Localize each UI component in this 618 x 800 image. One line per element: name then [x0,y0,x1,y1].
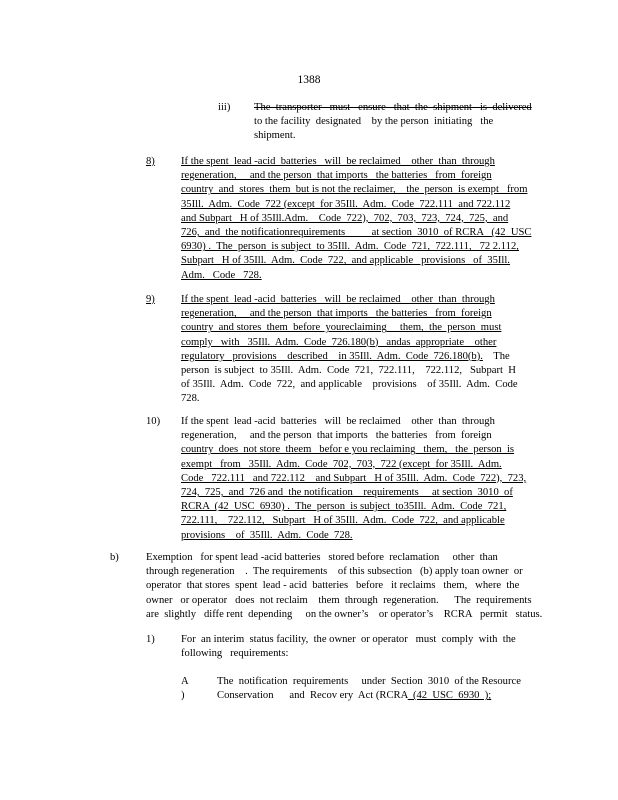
item-10-line-6: 724, 725, and 726 and the notification requirements at section 3010 of [181,487,513,499]
item-8-line-2: regeneration, and the person that imports the batteries from foreign [181,170,492,182]
item-iii-line-2: to the facility designated by the person initiating the [254,116,494,128]
item-9-line-6: person is subject to 35Ill. Adm. Code 721, 722.111, 722.112, Subpart H [181,365,516,377]
item-iii-line-3: shipment. [254,130,296,142]
item-8-line-3: country and stores them but is not the reclaimer, the person is exempt from [181,184,528,196]
item-b-line-5: are slightly diffe rent depending on the owner’s or operator’s RCRA permit status. [146,608,543,620]
item-9-line-5-underlined: regulatory provisions described in 35Ill. Adm. Code 726.180(b). [181,350,483,362]
item-10-label: 10) [146,416,161,427]
item-9-line-2: regeneration, and the person that imports the batteries from foreign [181,308,492,320]
item-8-line-7: 6930) . The person is subject to 35Ill. Adm. Code 721, 722.111, 72 2.112, [181,241,519,253]
item-10-line-3: country does not store theem befor e you reclaiming them, the person is [181,444,515,456]
item-8-line-4: 35Ill. Adm. Code 722 (except for 35Ill. Adm. Code 722.111 and 722.112 [181,198,511,210]
item-8-line-6: 726, and the notificationrequirements at section 3010 of RCRA (42 USC [181,227,532,239]
item-A-line-2 [217,689,537,703]
item-9-line-5 [181,350,537,364]
item-8-line-5: and Subpart H of 35Ill.Adm. Code 722), 702, 703, 723, 724, 725, and [181,212,509,224]
item-b-line-2: through regeneration . The requirements of this subsection (b) apply toan owner or [146,566,523,578]
page-number: 1388 [297,74,321,86]
item-1-line-1: For an interim status facility, the owner or operator must comply with the [181,634,516,645]
item-9-line-8: 728. [181,393,200,405]
item-b-line-4: owner or operator does not reclaim them through regeneration. The requirements [146,594,532,606]
item-10-line-2: regeneration, and the person that imports the batteries from foreign [181,430,492,442]
item-10-line-5: Code 722.111 and 722.112 and Subpart H of 35Ill. Adm. Code 722), 723, [181,472,527,484]
item-10-line-8: 722.111, 722.112, Subpart H of 35Ill. Adm. Code 722, and applicable [181,515,505,527]
item-8-label: 8) [146,156,155,167]
item-9-line-5-tail: The [482,350,510,362]
item-A-label: A ) [181,676,189,702]
item-8-line-1: If the spent lead -acid batteries will be reclaimed other than through [181,156,495,167]
item-A-line-1: The notification requirements under Section 3010 of the Resource [217,676,521,687]
item-10-line-4: exempt from 35Ill. Adm. Code 702, 703, 722 (except for 35Ill. Adm. [181,458,502,470]
item-9-label: 9) [146,294,155,305]
item-8-line-8: Subpart H of 35Ill. Adm. Code 722, and applicable provisions of 35Ill. [181,255,510,267]
item-iii-line-1: The transporter must ensure that the shipment is delivered [254,102,532,113]
item-b-label: b) [110,552,119,563]
item-1-line-2: following requirements: [181,648,289,660]
item-1-label: 1) [146,634,155,645]
item-8-line-9: Adm. Code 728. [181,269,262,281]
item-10-line-7: RCRA (42 USC 6930) . The person is subject to35Ill. Adm. Code 721, [181,501,507,513]
item-10-line-9: provisions of 35Ill. Adm. Code 728. [181,529,353,541]
item-A-line-2-text: Conservation and Recov ery Act (RCRA [217,690,408,702]
item-iii-label: iii) [218,102,231,113]
item-9-line-4: comply with 35Ill. Adm. Code 726.180(b) andas appropriate other [181,336,497,348]
item-A-line-2-citation: (42 USC 6930 ); [407,690,492,702]
item-10-line-1: If the spent lead -acid batteries will be reclaimed other than through [181,416,495,427]
item-9-line-1: If the spent lead -acid batteries will be reclaimed other than through [181,294,495,305]
item-b-line-3: operator that stores spent lead - acid batteries before it reclaims them, where the [146,580,520,592]
item-9-line-3: country and stores them before youreclaiming them, the person must [181,322,502,334]
item-9-line-7: of 35Ill. Adm. Code 722, and applicable provisions of 35Ill. Adm. Code [181,379,518,391]
item-b-line-1: Exemption for spent lead -acid batteries stored before reclamation other than [146,552,498,563]
